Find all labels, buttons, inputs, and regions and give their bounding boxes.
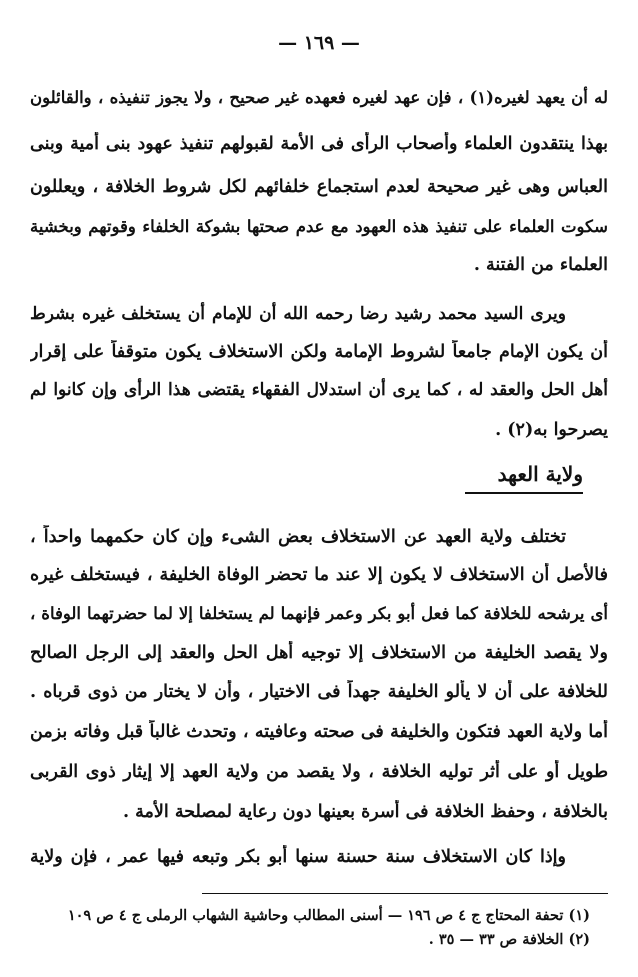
paragraph-3-line-8: بالخلافة ، وحفظ الخلافة فى أسرة بعينها دون رعاية لمصلحة الأمة . [122, 802, 608, 822]
paragraph-2-line-3: أهل الحل والعقد له ، كما يرى أن استدلال الفقهاء يقتضى هذا الرأى وإن كانوا لم [30, 380, 608, 400]
paragraph-1-line-5: العلماء من الفتنة . [473, 255, 608, 275]
paragraph-1-line-2: بهذا ينتقدون العلماء وأصحاب الرأى فى الأمة لقبولهم تنفيذ عهود بنى أمية وبنى [30, 134, 608, 154]
footnote-2: (٢) الخلافة ص ٣٣ — ٣٥ . [428, 931, 590, 948]
paragraph-3-line-6: أما ولاية العهد فتكون والخليفة فى صحته وعافيته ، وتحدث غالباً قبل وفاته بزمن [30, 722, 608, 742]
heading-underline [465, 492, 583, 494]
paragraph-3-line-5: للخلافة على أن لا يألو الخليفة جهداً فى الاختيار ، وأن لا يختار من ذوى قرباه . [30, 682, 608, 702]
paragraph-3-line-3: أى يرشحه للخلافة كما فعل أبو بكر وعمر فإنهما لم يستخلفا إلا لما حضرتهما الوفاة ، [30, 604, 608, 623]
page-number: — ١٦٩ — [278, 32, 360, 54]
paragraph-2-line-4: يصرحوا به(٢) . [495, 420, 608, 440]
paragraph-2-line-2: أن يكون الإمام جامعاً لشروط الإمامة ولكن الاستخلاف يكون متوقفاً على إقرار [30, 342, 608, 362]
section-heading: ولاية العهد [497, 462, 583, 486]
paragraph-1-line-4: سكوت العلماء على تنفيذ هذه العهود مع عدم صحتها بشوكة الخلفاء وقوتهم وبخشية [30, 217, 608, 236]
paragraph-3-line-4: ولا يقصد الخليفة من الاستخلاف إلا توجيه أهل الحل والعقد إلى الرجل الصالح [30, 643, 608, 663]
paragraph-1-line-3: العباس وهى غير صحيحة لعدم استجماع خلفائهم لكل شروط الخلافة ، ويعللون [30, 177, 608, 197]
footnote-1: (١) تحفة المحتاج ج ٤ ص ١٩٦ — أسنى المطالب وحاشية الشهاب الرملى ج ٤ ص ١٠٩ [67, 907, 590, 924]
paragraph-3-line-2: فالأصل أن الاستخلاف لا يكون إلا عند ما تحضر الوفاة الخليفة ، فيستخلف غيره [30, 565, 608, 585]
paragraph-4-line-1: وإذا كان الاستخلاف سنة حسنة سنها أبو بكر وتبعه فيها عمر ، فإن ولاية [30, 847, 566, 867]
paragraph-1-line-1: له أن يعهد لغيره(١) ، فإن عهد لغيره فعهده غير صحيح ، ولا يجوز تنفيذه ، والقائلون [30, 88, 608, 107]
paragraph-3-line-1: تختلف ولاية العهد عن الاستخلاف بعض الشىء وإن كان حكمهما واحداً ، [30, 527, 566, 547]
footnote-divider [202, 893, 608, 894]
paragraph-2-line-1: ويرى السيد محمد رشيد رضا رحمه الله أن للإمام أن يستخلف غيره بشرط [30, 304, 566, 324]
paragraph-3-line-7: طويل أو على أثر توليه الخلافة ، ولا يقصد من ولاية العهد إلا إيثار ذوى القربى [30, 762, 608, 782]
